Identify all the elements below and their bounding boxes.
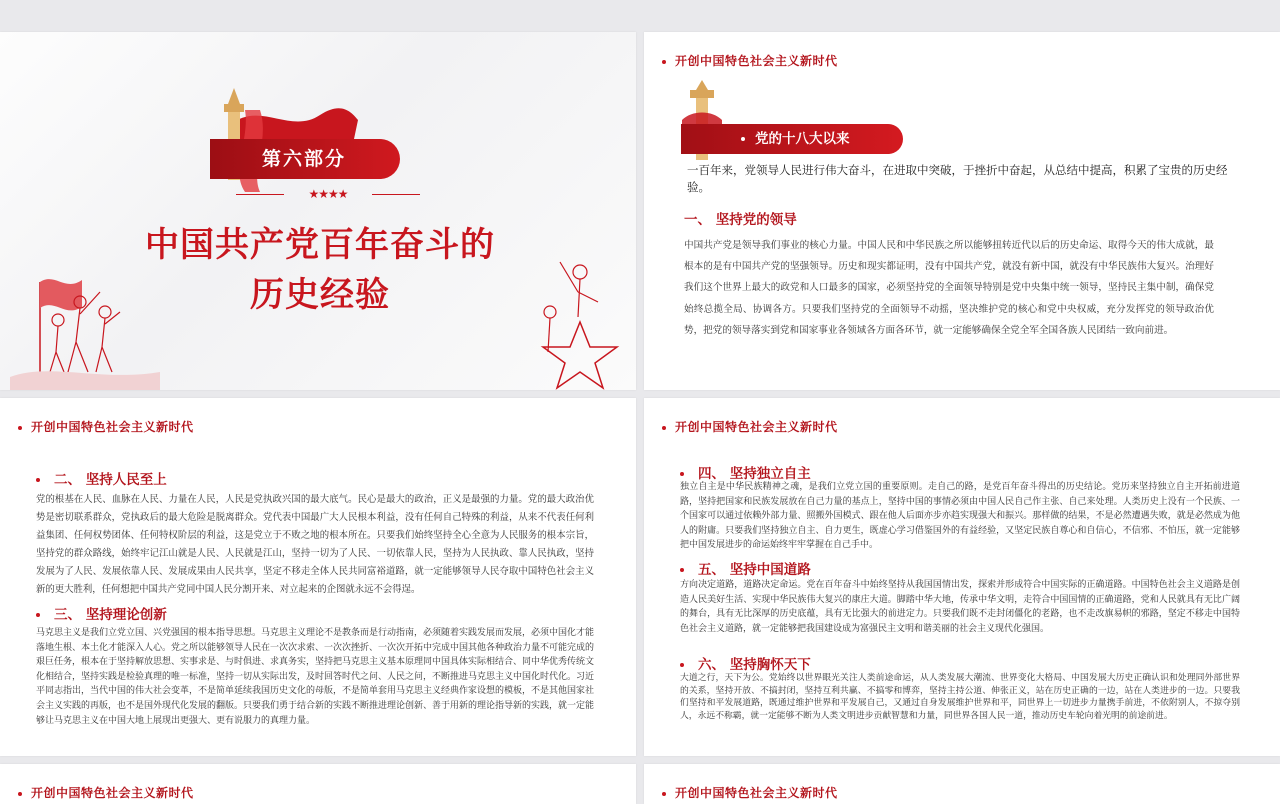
bullet-dot — [662, 60, 666, 64]
bullet-dot — [680, 663, 684, 667]
bullet-dot — [18, 426, 22, 430]
slide-independence-road-world[interactable] — [644, 398, 1280, 756]
section-text-6: 大道之行，天下为公。党始终以世界眼光关注人类前途命运，从人类发展大潮流、世界变化大格局、中国发展大历史正确认识和处理同外部世界的关系，坚持开放、不搞封闭，坚持互利共赢、不搞零和博弈，坚持主持公道、伸张正义，站在历史正确的一边，站在人类进步的一边。只要我们坚持和平发展道路，既通过维护世界和平发展自己，又通过自身发展维护世界和平，同世界上一切进步力量携手前进，不依附别人，不掠夺别人，永远不称霸，就一定能够不断为人类文明进步贡献智慧和力量，同世界各国人民一道，推动历史车轮向着光明的前途前进。 — [680, 673, 1240, 721]
slide-header — [662, 52, 838, 69]
slide-partial-bottom-left[interactable] — [0, 764, 636, 804]
title-line-1: 中国共产党百年奋斗的 — [145, 225, 495, 265]
section-text-3: 马克思主义是我们立党立国、兴党强国的根本指导思想。马克思主义理论不是教条而是行动指南，必须随着实践发展而发展，必须中国化才能落地生根、本土化才能深入人心。党之所以能够领导人民在一次次求索、一次次挫折、一次次开拓中完成中国其他各种政治力量不可能完成的艰巨任务，根本在于坚持解放思想、实事求是、与时俱进、求真务实，坚持把马克思主义基本原理同中国具体实际相结合、同中华优秀传统文化相结合，坚持实践是检验真理的唯一标准，坚持一切从实际出发，及时回答时代之问、人民之问，不断推进马克思主义中国化时代化。习近平同志指出，当代中国的伟大社会变革，不是简单延续我国历史文化的母版，不是简单套用马克思主义经典作家设想的模板，不是其他国家社会主义实践的再版，也不是国外现代化发展的翻版。只要我们勇于结合新的实践不断推进理论创新、善于用新的理论指导新的实践，就一定能够让马克思主义在中国大地上展现出更强大、更有说服力的真理力量。 — [36, 628, 595, 726]
section-title-3 — [36, 603, 167, 623]
section-title-5 — [680, 558, 811, 578]
people-illustration-left — [10, 232, 160, 390]
bullet-dot — [36, 478, 40, 482]
star-divider: ★★★★ — [288, 187, 368, 201]
header-label: 开创中国特色社会主义新时代 — [31, 786, 194, 800]
bullet-dot — [680, 568, 684, 572]
slide-header — [18, 784, 194, 801]
section-title-4-label: 四、 坚持独立自主 — [698, 466, 811, 482]
slide-people-theory[interactable] — [0, 398, 636, 756]
intro-text: 一百年来，党领导人民进行伟大奋斗，在进取中突破，于挫折中奋起，从总结中提高，积累了宝贵的历史经验。 — [687, 163, 1228, 194]
part-number-banner: 第六部分 — [210, 139, 400, 179]
section-text-4: 独立自主是中华民族精神之魂，是我们立党立国的重要原则。走自己的路，是党百年奋斗得出的历史结论。党历来坚持独立自主开拓前进道路，坚持把国家和民族发展放在自己力量的基点上，坚持中国的事情必须由中国人民自己作主张、自己来处理。人类历史上没有一个民族、一个国家可以通过依赖外部力量、照搬外国模式、跟在他人后面亦步亦趋实现强大和振兴。那样做的结果，不是必然遭遇失败，就是必然成为他人的附庸。只要我们坚持独立自主、自力更生，既虚心学习借鉴国外的有益经验，又坚定民族自尊心和自信心，不信邪、不怕压，就一定能够把中国发展进步的命运始终牢牢掌握在自己手中。 — [680, 482, 1240, 551]
section-text-1: 中国共产党是领导我们事业的核心力量。中国人民和中华民族之所以能够扭转近代以后的历史命运、取得今天的伟大成就，最根本的是有中国共产党的坚强领导。历史和现实都证明，没有中国共产党，就没有新中国，就没有中华民族伟大复兴。治理好我们这个世界上最大的政党和人口最多的国家，必须坚持党的全面领导特别是党中央集中统一领导，坚持民主集中制，确保党始终总揽全局、协调各方。只要我们坚持党的全面领导不动摇，坚决维护党的核心和党中央权威，充分发挥党的领导政治优势，把党的领导落实到党和国家事业各领域各方面各环节，就一定能够确保全党全军全国各族人民团结一致向前进。 — [684, 240, 1214, 336]
slide-title — [100, 220, 540, 320]
section-title-3-label: 三、 坚持理论创新 — [54, 607, 167, 623]
section-title-5-label: 五、 坚持中国道路 — [698, 562, 811, 578]
section-text-2: 党的根基在人民、血脉在人民、力量在人民，人民是党执政兴国的最大底气。民心是最大的政治，正义是最强的力量。党的最大政治优势是密切联系群众，党执政后的最大危险是脱离群众。党代表中国最广大人民根本利益，没有任何自己特殊的利益，从来不代表任何利益集团、任何权势团体、任何特权阶层的利益，这是党立于不败之地的根本所在。只要我们始终坚持全心全意为人民服务的根本宗旨，坚持党的群众路线，始终牢记江山就是人民、人民就是江山，坚持一切为了人民、一切依靠人民，坚持为人民执政、靠人民执政，坚持发展为了人民、发展依靠人民、发展成果由人民共享，坚定不移走全体人民共同富裕道路，就一定能够领导人民夺取中国特色社会主义新的更大胜利，任何想把中国共产党同中国人民分割开来、对立起来的企图就永远不会得逞。 — [36, 494, 594, 595]
section-text-5: 方向决定道路，道路决定命运。党在百年奋斗中始终坚持从我国国情出发，探索并形成符合中国实际的正确道路。中国特色社会主义道路是创造人民美好生活、实现中华民族伟大复兴的康庄大道。脚踏中华大地，传承中华文明，走符合中国国情的正确道路，党和人民就具有无比广阔的舞台，具有无比深厚的历史底蕴，具有无比强大的前进定力。只要我们既不走封闭僵化的老路，也不走改旗易帜的邪路，坚定不移走中国特色社会主义道路，就一定能够把我国建设成为富强民主文明和谐美丽的社会主义现代化强国。 — [680, 580, 1240, 634]
slide-party-leadership[interactable] — [644, 32, 1280, 390]
section-title-6 — [680, 653, 811, 673]
header-label: 开创中国特色社会主义新时代 — [675, 420, 838, 434]
bullet-dot — [680, 472, 684, 476]
section-title-2-label: 二、 坚持人民至上 — [54, 472, 167, 488]
section-title-4 — [680, 462, 811, 482]
title-line-2: 历史经验 — [250, 275, 390, 315]
bullet-dot — [662, 426, 666, 430]
section-title-2 — [36, 468, 167, 488]
header-label: 开创中国特色社会主义新时代 — [31, 420, 194, 434]
slide-header — [662, 418, 838, 435]
header-label: 开创中国特色社会主义新时代 — [675, 786, 838, 800]
since-banner-label: 党的十八大以来 — [755, 131, 850, 147]
slide-part-six-title[interactable] — [0, 32, 636, 390]
slide-partial-bottom-right[interactable] — [644, 764, 1280, 804]
bullet-dot — [662, 792, 666, 796]
section-title-1: 一、 坚持党的领导 — [684, 212, 797, 228]
people-star-illustration-right — [520, 242, 636, 390]
header-label: 开创中国特色社会主义新时代 — [675, 54, 838, 68]
bullet-dot — [36, 613, 40, 617]
slide-header — [662, 784, 838, 801]
since-18th-congress-banner — [681, 124, 903, 154]
section-title-6-label: 六、 坚持胸怀天下 — [698, 657, 811, 673]
slide-header — [18, 418, 194, 435]
bullet-dot — [741, 137, 745, 141]
bullet-dot — [18, 792, 22, 796]
